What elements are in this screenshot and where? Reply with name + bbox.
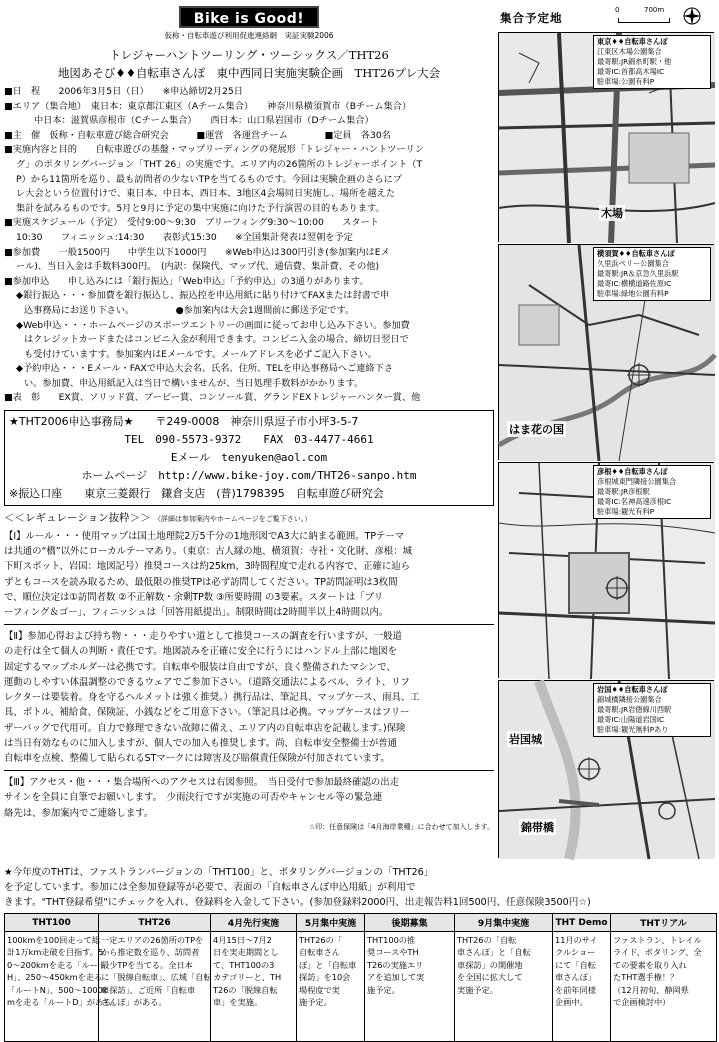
info-line: ■エリア（集合地） 東日本：東京都江東区（Aチーム集合） 神奈川県横須賀市（Bチーム集合） xyxy=(4,100,412,112)
participation-line: レクターは要装着。身を守るヘルメットは強く推奨。）携行品は、筆記具、マップケース、雨具、工 xyxy=(4,692,420,704)
map-venue-detail: 最寄駅:JR＆京急久里浜駅 xyxy=(597,269,679,278)
rule-line: で、順位決定は①訪問者数 ②不正解数・余剰TP数 ③所要時間 の3要素。スタートは「ブリ xyxy=(4,591,384,603)
access-line: 絡先は、参加案内でご連絡します。 xyxy=(4,807,154,819)
regulation-note: （詳細は参加案内やホームページをご覧下さい。） xyxy=(153,515,312,524)
program-cell-line: 車さんぽ」 xyxy=(555,972,596,983)
program-cell-line: ぽ」と「自転車 xyxy=(299,959,357,970)
program-cell xyxy=(99,932,211,1042)
info-line: グ」のポタリングバージョン「THT 26」の実施です。エリア内の26箇所のトレジャーポイント（T xyxy=(16,158,423,170)
news-line: ★今年度のTHTは、ファストランバージョンの「THT100」と、ポタリングバージョンの「THT26」 xyxy=(4,867,434,878)
flyer-main-column xyxy=(4,4,494,832)
compass-icon xyxy=(682,6,702,26)
news-line: きます。"THT登録希望"にチェックを入れ、登録料を入金して下さい。(参加登録料2000円、出走報告料1回500円、任意保険3500円☆) xyxy=(4,897,591,908)
map-venue-detail: 彦根城東門隣接公園集合 xyxy=(597,477,677,486)
program-cell-line: にて「自転 xyxy=(555,959,596,970)
divider xyxy=(4,624,494,625)
program-table-header xyxy=(5,914,717,932)
news-line: を予定しています。参加には全参加登録等が必要で、表面の「自転車さんぽ申込用紙」が利用で xyxy=(4,882,416,893)
program-cell-line: 施予定。 xyxy=(367,984,400,995)
program-cell-line: ての要素を取り入れ xyxy=(613,959,687,970)
organizer-caption: 仮称・自転車遊び利用促進連絡網 実証実験2006 xyxy=(164,31,334,40)
map-tokyo-place-label: 木場 xyxy=(601,207,623,220)
event-subtitle: 地図あそび♦♦自転車さんぽ 東中西同日実施実験企画 THT26プレ大会 xyxy=(57,66,441,80)
program-cell-line: を前年同様 xyxy=(555,984,596,995)
scale-label: 700m xyxy=(644,6,665,14)
participation-section xyxy=(4,629,494,766)
map-venue-detail: 駐車場:緑地公園有料P xyxy=(597,289,669,298)
program-cell-line: （12月初旬、静岡県 xyxy=(613,984,689,995)
maps-header xyxy=(498,4,714,30)
contact-email[interactable]: Eメール tenyuken@aol.com xyxy=(170,451,328,465)
map-venue-detail: 最寄IC:名神高速彦根IC xyxy=(597,497,672,506)
info-line: ◆予約申込・・・Eメール・FAXで申込大会名、氏名、住所、TELを申込事務局へご連絡下さ xyxy=(16,363,393,375)
map-venue-title: 東京♦♦自転車さんぽ xyxy=(597,37,668,46)
contact-homepage[interactable]: ホームページ http://www.bike-joy.com/THT26-sanpo.htm xyxy=(81,469,417,483)
participation-line: 具、ボトル、補給食、保険証、小銭などをご用意下さい。（筆記具は必携。マップケースはフリー xyxy=(4,707,410,719)
map-venue-title: 彦根♦♦自転車さんぽ xyxy=(597,467,668,476)
program-cell-line: 車探訪」の開催地 xyxy=(457,959,523,970)
program-cell-line: T26の「脱線自転 xyxy=(213,984,278,995)
info-line: ■主 催 仮称・自転車遊び総合研究会 ■運営 各運営チーム ■定員 各30名 xyxy=(4,129,391,141)
program-cell-line: ファストラン、トレイル xyxy=(613,935,702,945)
event-info-list xyxy=(4,85,494,406)
map-venue-detail: 最寄駅:JR彦根駅 xyxy=(597,487,650,496)
event-title: トレジャーハントツーリング・ツーシックス／THT26 xyxy=(109,48,389,62)
map-iwakuni-info xyxy=(593,683,711,737)
map-yokosuka-place-label: はま花の国 xyxy=(509,423,564,436)
program-cell-line: 0～200kmを走る「ルート xyxy=(7,959,107,970)
program-column-header: 4月先行実施 xyxy=(211,914,297,932)
program-cell xyxy=(5,932,120,1042)
participation-line: 固定するマップホルダーは必携です。自転車や服装は自由ですが、良く整備されたマシンで、 xyxy=(4,661,396,673)
info-line: はクレジットカードまたはコンビニ入金が利用できます。コンビニ入金の場合、締切日翌日で xyxy=(24,334,409,346)
scale-bar xyxy=(618,18,670,23)
program-cell-line: T26の実施エリ xyxy=(367,959,424,970)
program-column-header: THTリアル xyxy=(611,914,717,932)
program-column-header: 9月集中実施 xyxy=(455,914,553,932)
map-venue-detail: 駐車場:観光有料P xyxy=(597,507,655,516)
map-venue-detail: 最寄駅:JR岩徳線川西駅 xyxy=(597,705,672,714)
program-cell-line: THT26の「自転 xyxy=(457,935,517,945)
program-cell-line: たTHT選手権！？ xyxy=(613,972,679,983)
rule-line: は共通の“橋”以外にローカルテーマあり。（東京：古人縁の地、横須賀：寺社・文化財、彦根：城 xyxy=(4,546,412,558)
rules-section xyxy=(4,529,494,620)
info-line: ◆銀行振込・・・参加費を銀行振込し、振込控を申込用紙に貼り付けてFAXまたは封書で申 xyxy=(16,290,390,302)
info-line: 集計を試みるものです。5月と9月に予定の集中実施に向けた予行演習の目的もあります。 xyxy=(16,202,385,214)
program-column-header: THT Demo xyxy=(553,914,611,932)
program-cell-line: 「ルートN」、500～1000k xyxy=(7,984,108,995)
participation-line: 自転車を点検、整備して貼られるSTマークには障害及び賠償責任保険が付加されています。 xyxy=(4,752,390,764)
program-cell-line: 一定エリアの26箇所のTPを xyxy=(101,935,204,945)
info-line: P）から11箇所を巡り、最も訪問者の少ないTPを当てるものです。今回は実験企画のさらにプ xyxy=(16,173,402,185)
contact-phone-fax: TEL 090-5573-9372 FAX 03-4477-4661 xyxy=(124,433,374,447)
access-line: 【Ⅲ】アクセス・他・・・集合場所へのアクセスは右図参照。 当日受付で参加最終確認の出走 xyxy=(4,777,399,789)
program-cell-line: 探訪」を10会 xyxy=(299,972,351,983)
program-cell-line: ライド、ポタリング、全 xyxy=(613,947,702,958)
program-cell xyxy=(611,932,717,1042)
info-line: ■表 彰 EX賞、ソリッド賞、ブービー賞、コンソール賞、グランドEXトレジャーハンター賞、他 xyxy=(4,392,421,404)
rule-line: ずともコースを読み取るため、最低限の推奨TPは必ず訪問してください。TP訪問証明は3枚間 xyxy=(4,576,398,588)
program-cell-line: を全国に拡大して xyxy=(457,972,523,983)
program-cell xyxy=(455,932,553,1042)
rule-line: 下町スポット、岩国：地図記号）推奨コースは約25km、3時間程度で走れる内容で、正確に辿ら xyxy=(4,561,410,573)
program-cell xyxy=(553,932,611,1042)
map-venue-detail: 駐車場:観光無料Pあり xyxy=(597,725,669,734)
program-cell-line: 計1万km走破を目指す。5 xyxy=(7,947,104,958)
program-column-header: 後期募集 xyxy=(365,914,455,932)
map-hikone xyxy=(498,462,714,678)
info-line: も受付けていますす。参加案内はEメールです。メールアドレスを必ずご記入下さい。 xyxy=(24,348,377,360)
map-venue-detail: 最寄IC:山陽道岩国IC xyxy=(597,715,665,724)
program-cell-line: 最少TPを当てる。全日本 xyxy=(101,959,193,970)
program-cell-line: 奨コースやTH xyxy=(367,947,419,958)
map-venue-title: 岩国♦♦自転車さんぽ xyxy=(597,685,668,694)
program-cell-line: から推定数を巡り、訪問者 xyxy=(101,947,200,958)
map-hikone-info xyxy=(593,465,711,519)
divider xyxy=(4,770,494,771)
info-line: ■実施スケジュール（予定） 受付9:00～9:30 ブリーフィング9:30～10:00 スタート xyxy=(4,217,379,229)
info-line: ■実施内容と目的 自転車遊びの基盤・マップリーディングの発展形「トレジャー・ハントツーリン xyxy=(4,144,425,156)
participation-line: ザーバッグで代用可。自力で修理できない故障に備え、エリア内の自転車店を記載します。)保険 xyxy=(4,722,406,734)
map-yokosuka-info xyxy=(593,247,711,301)
map-yokosuka xyxy=(498,244,714,460)
regulation-heading xyxy=(4,510,494,525)
program-cell xyxy=(211,932,297,1042)
program-table-row xyxy=(5,932,717,1042)
contact-bank-account: ※振込口座 東京三菱銀行 鎌倉支店 (普)1798395 自転車遊び研究会 xyxy=(9,487,384,501)
program-cell-line: mを走る「ルートD」がある。 xyxy=(7,997,120,1008)
program-table xyxy=(4,913,717,1042)
program-cell-line: THT100の推 xyxy=(367,935,416,945)
program-cell-line: 11月のサイ xyxy=(555,935,598,945)
program-column-header: THT26 xyxy=(99,914,211,932)
contact-office-address: ★THT2006申込事務局★ 〒249-0008 神奈川県逗子市小坪3-5-7 xyxy=(9,415,359,429)
contact-box xyxy=(4,410,494,506)
map-iwakuni xyxy=(498,680,714,858)
map-tokyo xyxy=(498,32,714,242)
map-iwakuni-place-label: 岩国城 xyxy=(509,733,542,746)
bike-is-good-logo: Bike is Good! xyxy=(179,6,319,28)
program-cell-line: クルショー xyxy=(555,947,596,958)
program-cell-line: 車探訪」、ご近所「自転車 xyxy=(101,984,196,995)
program-cell-line: カテゴリーと、TH xyxy=(213,972,282,983)
news-section xyxy=(4,865,716,910)
info-line: レ大会という位置付けで、東日本、中日本、西日本、3地区4会場同日実施し、場所を越えた xyxy=(16,188,396,200)
participation-line: の走行は全て個人の判断・責任です。地図読みを正確に安全に行うにはハンドル上部に地図を xyxy=(4,646,398,658)
access-line: サインを全員に自筆でお願いします。 少雨決行ですが実施の可否やキャンセル等の緊急連 xyxy=(4,792,383,804)
program-cell-line: 実施予定。 xyxy=(457,984,498,995)
info-line: ■参加申込 申し込みには「銀行振込」「Web申込」「予約申込」の3通りがあります。 xyxy=(4,275,369,287)
program-column-header: THT100 xyxy=(5,914,99,932)
program-cell xyxy=(365,932,455,1042)
program-column-header: 5月集中実施 xyxy=(297,914,365,932)
program-cell-line: 場程度で実 xyxy=(299,984,340,995)
program-cell-line: アを追加して実 xyxy=(367,972,425,983)
rule-line: ーフィング＆ゴー」、フィニッシュは「回答用紙提出」。制限時間は2時間半以上4時間以内。 xyxy=(4,607,389,619)
program-cell-line: 車さんぽ」と「自転 xyxy=(457,947,531,958)
info-line: い。参加費、申込用紙記入は当日で構いませんが、当日処理手数料がかかります。 xyxy=(24,377,364,389)
info-line: 中日本：滋賀県彦根市（Cチーム集合） 西日本：山口県岩国市（Dチーム集合） xyxy=(34,115,374,127)
map-venue-detail: 江東区木場公園集合 xyxy=(597,47,662,56)
program-cell-line: 4月15日～7月2 xyxy=(213,935,272,945)
info-line: 込事務局にお送り下さい。 ●参加案内は大会1週間前に郵送予定です。 xyxy=(24,304,355,316)
maps-title: 集合予定地 xyxy=(500,11,563,25)
map-venue-detail: 最寄駅:JR錦糸町駅・他 xyxy=(597,57,672,66)
map-tokyo-info xyxy=(593,35,711,89)
program-cell-line: 企画中。 xyxy=(555,997,588,1008)
program-cell-line: 施予定。 xyxy=(299,997,332,1008)
map-venue-detail: 最寄IC:横横道路佐原IC xyxy=(597,279,672,288)
regulation-title: ＜＜レギュレーション抜粋＞＞ xyxy=(4,512,151,525)
participation-line: 【Ⅱ】参加心得および持ち物・・・走りやすい道として推奨コースの調査を行いますが、一般道 xyxy=(4,631,402,643)
info-line: ■日 程 2006年3月5日（日） ※申込締切2月25日 xyxy=(4,86,243,97)
program-cell-line: で企画検討中） xyxy=(613,997,671,1008)
map-venue-detail: 久里浜ペリー公園集合 xyxy=(597,259,669,268)
map-venue-title: 横須賀♦♦自転車さんぽ xyxy=(597,249,675,258)
program-cell-line: て、THT100の3 xyxy=(213,959,275,970)
program-cell-line: H」、250～450kmを走る xyxy=(7,972,103,983)
map-venue-detail: 駐車場:公園有料P xyxy=(597,77,655,86)
participation-line: 運動のしやすい体温調整のできるウェアでご参加下さい。（道路交通法によるベル、ライト、リフ xyxy=(4,676,410,688)
info-line: 10:30 フィニッシュ:14:30 表彰式15:30 ※全国集計発表は翌朝を予定 xyxy=(16,231,353,243)
participation-line: は当日有効なものに加入しますが、個人での加入も推奨します。尚、自転車安全整備士が普通 xyxy=(4,737,398,749)
map-venue-detail: 最寄IC:首都高木場IC xyxy=(597,67,665,76)
program-cell-line: さんぽ」がある。 xyxy=(101,997,167,1008)
scale-zero: 0 xyxy=(615,6,620,14)
program-cell-line: 車」を実施。 xyxy=(213,997,263,1008)
info-line: ール)、当日入金は手数料300円。 (内訳：保険代、マップ代、通信費、集計費、その他) xyxy=(16,261,380,273)
access-section xyxy=(4,775,494,821)
program-cell-line: THT26の「 xyxy=(299,935,342,945)
program-cell-line: 100kmを100回走って総 xyxy=(7,935,101,945)
rule-line: 【Ⅰ】ルール・・・使用マップは国土地理院2万5千分の1地形図でA3大に納まる範囲。TPテーマ xyxy=(4,531,405,543)
program-cell-line: 自転車さん xyxy=(299,947,340,958)
insurance-note: ☆印：任意保険は「4月海岸業種」に合わせて加入します。 xyxy=(308,822,494,831)
map-venue-detail: 錦城橋隣接公園集合 xyxy=(597,695,662,704)
info-line: ◆Web申込・・・ホームページのスポーツエントリーの画面に従ってお申し込み下さい。参加費 xyxy=(16,319,410,331)
info-line: ■参加費 一般1500円 中学生以下1000円 ※Web申込は300円引き(参加案内はEメ xyxy=(4,246,390,258)
program-cell xyxy=(297,932,365,1042)
program-cell-line: 日を実走期間とし xyxy=(213,947,279,958)
program-cell-line: に「脱線自転車」、広域「自転 xyxy=(101,972,212,983)
map-iwakuni-place-label-2: 錦帯橋 xyxy=(521,821,554,834)
